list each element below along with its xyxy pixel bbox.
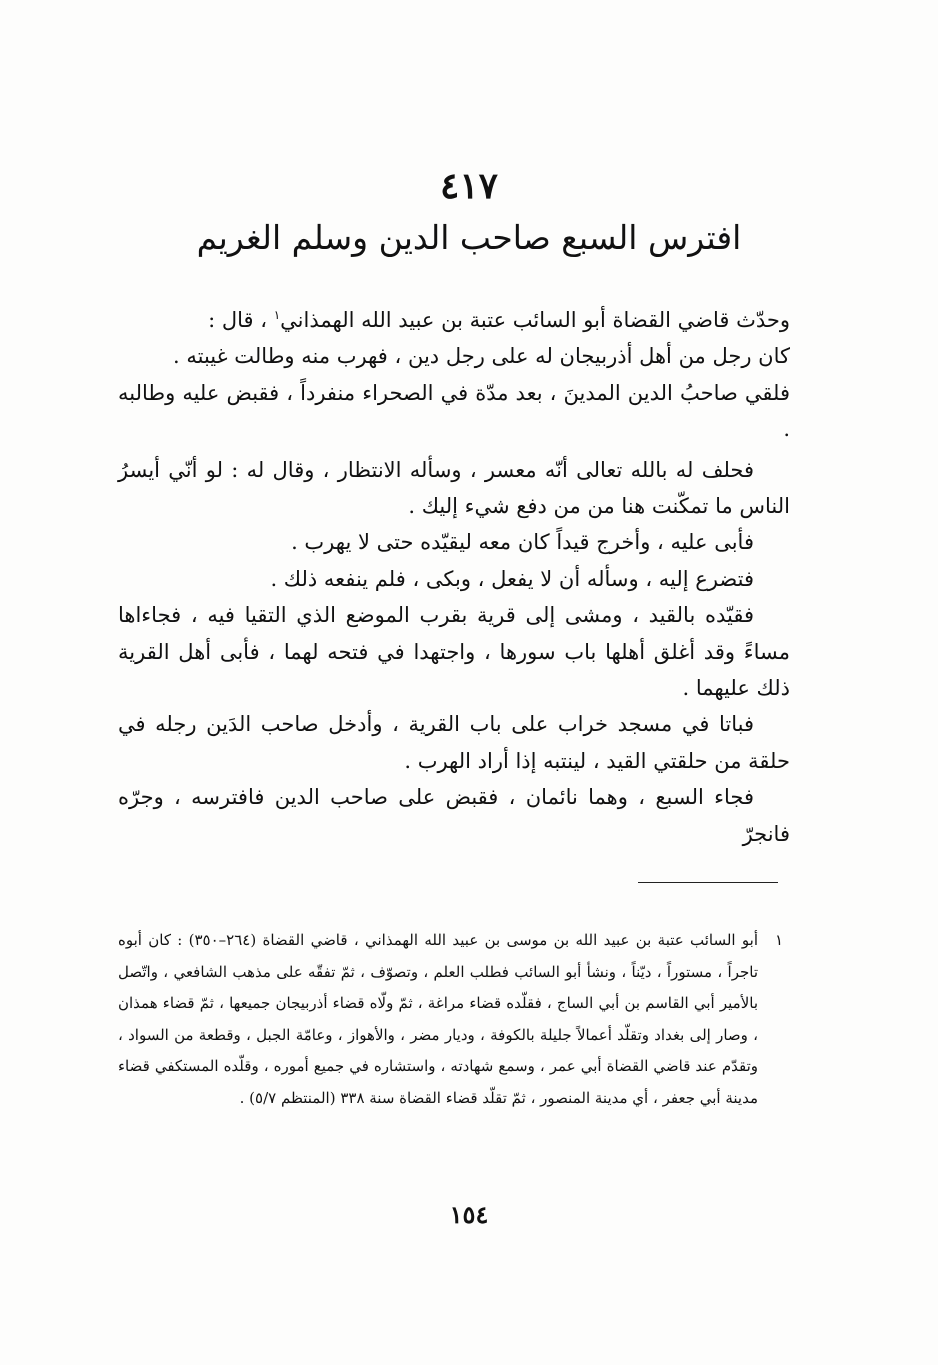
story-number: ٤١٧ [439, 165, 498, 207]
story-body [118, 297, 790, 852]
paragraph-1 [118, 297, 790, 338]
paragraph-7: فقيّده بالقيد ، ومشى إلى قرية بقرب الموضع الذي التقيا فيه ، فجاءاها مساءً وقد أغلق أهلها باب سورها ، واجتهدا في فتحه لهما ، فأبى أهل القرية ذلك عليهما . [118, 603, 790, 701]
paragraph-6: فتضرع إليه ، وسأله أن لا يفعل ، وبكى ، فلم ينفعه ذلك . [270, 566, 754, 591]
footnote-divider [638, 882, 778, 883]
paragraph-3: فلقي صاحبُ الدين المدينَ ، بعد مدّة في الصحراء منفرداً ، فقبض عليه وطالبه . [118, 380, 790, 442]
paragraph-1-text-end: ، قال : [208, 308, 268, 332]
footnote-reference: ١ [273, 308, 281, 322]
paragraph-4: فحلف له بالله تعالى أنّه معسر ، وسأله الانتظار ، وقال له : لو أنّي أيسرُ الناس ما تمكّنت هنا من من دفع شيء إليك . [118, 457, 790, 519]
paragraph-5: فأبى عليه ، وأخرج قيداً كان معه ليقيّده حتى لا يهرب . [291, 530, 754, 555]
paragraph-8: فباتا في مسجد خراب على باب القرية ، وأدخل صاحب الدَين رجله في حلقة من حلقتي القيد ، لينتبه إذا أراد الهرب . [118, 712, 790, 773]
paragraph-9: فجاء السبع ، وهما نائمان ، فقبض على صاحب الدين فافترسه ، وجرّه فانجرّ [118, 785, 790, 846]
footnote-text: أبو السائب عتبة بن عبيد الله بن موسى بن عبيد الله الهمذاني ، قاضي القضاة (٢٦٤–٣٥٠) : كان أبوه تاجراً ، مستوراً ، ديّناً ، ونشأ أبو السائب فطلب العلم ، وتصوّف ، ثمّ تفقّه على مذهب الشافعي ، واتّصل بالأمير أبي القاسم بن أبي الساج ، فقلّده قضاء مراغة ، ثمّ ولّاه قضاء أذربيجان جميعها ، ثمّ قضاء همذان ، وصار إلى بغداد وتقلّد أعمالاً جليلة بالكوفة ، وديار مضر ، والأهواز ، وعامّة الجبل ، وقطعة من السواد ، وتقدّم عند قاضي القضاة أبي عمر ، وسمع شهادته ، واستشاره في جميع أموره ، وقلّده المستكفي قضاء مدينة أبي جعفر ، أي مدينة المنصور ، ثمّ تقلّد قضاء القضاة سنة ٣٣٨ (المنتظم ٥/٧) . [118, 931, 758, 1107]
page-number: ١٥٤ [449, 1200, 489, 1229]
footnote-number: ١ [774, 931, 784, 949]
paragraph-2: كان رجل من أهل أذربيجان له على رجل دين ، فهرب منه وطالت غيبته . [173, 344, 790, 369]
story-title: افترس السبع صاحب الدين وسلم الغريم [196, 218, 742, 257]
paragraph-1-text: وحدّث قاضي القضاة أبو السائب عتبة بن عبيد الله الهمذاني [280, 308, 790, 332]
